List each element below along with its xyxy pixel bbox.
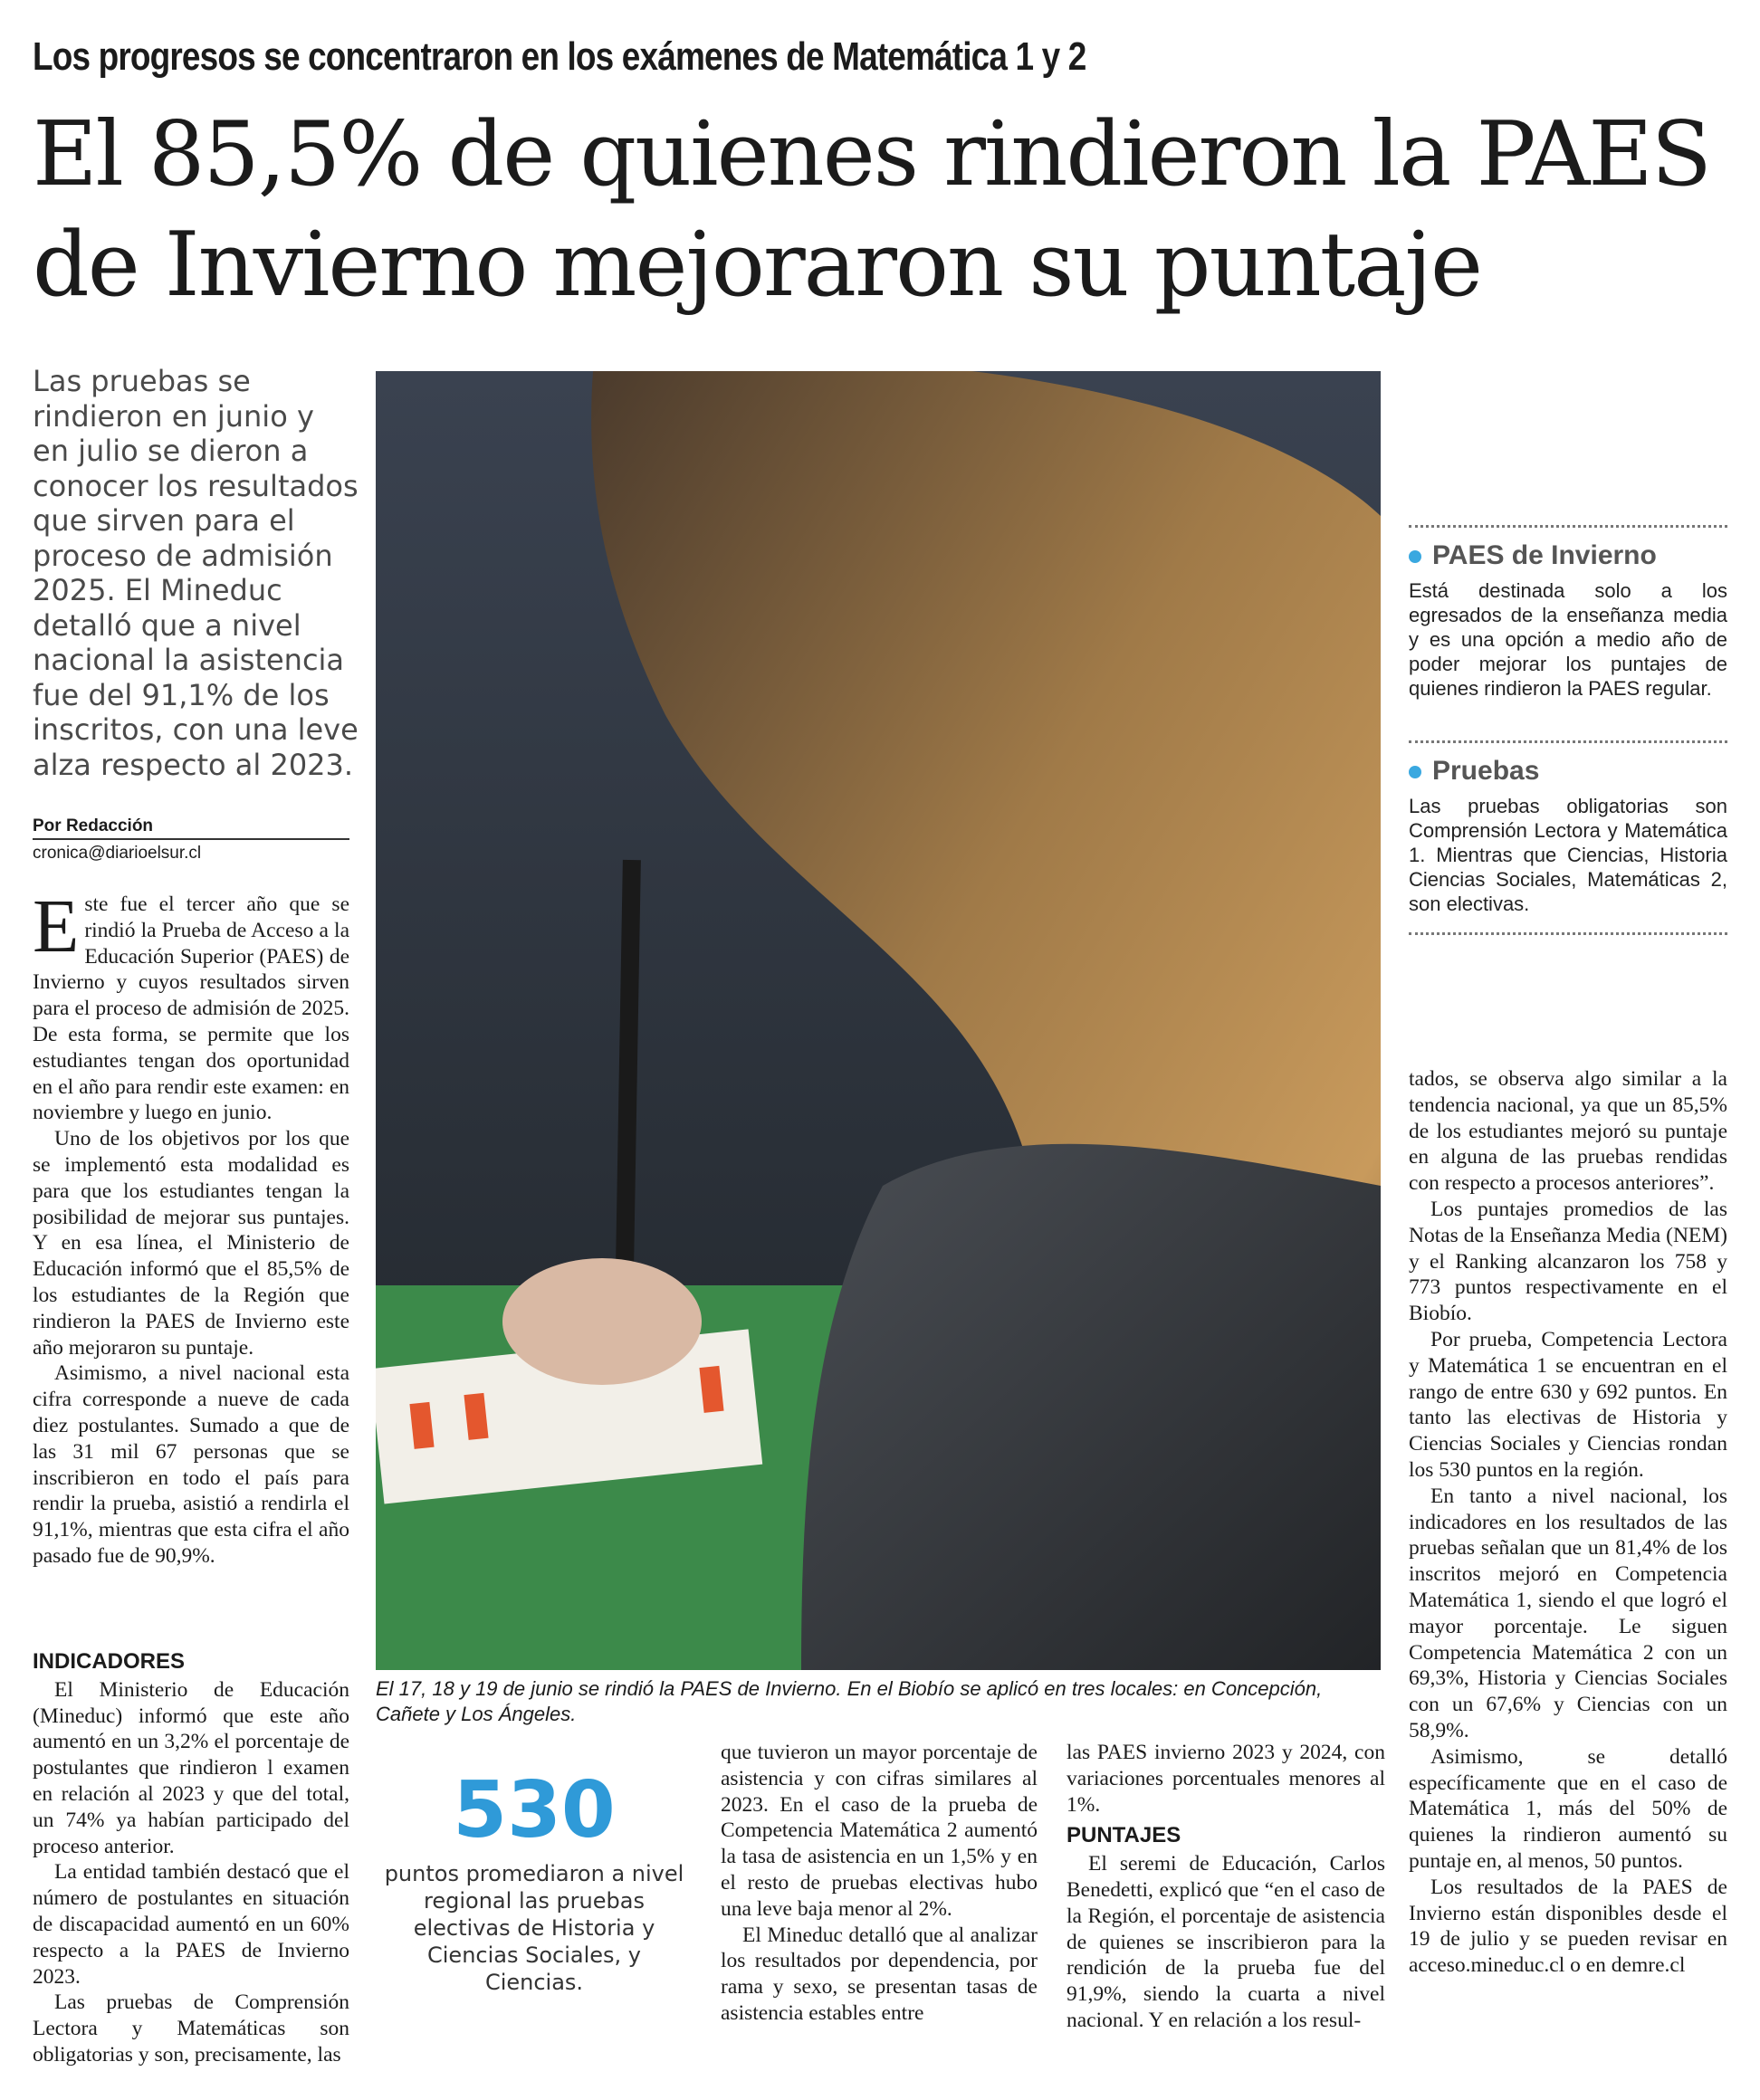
- paragraph-1: [33, 884, 349, 1126]
- byline: [33, 816, 349, 864]
- paragraph-16: Los resultados de la PAES de Invierno están disponibles desde el 19 de julio y se pueden revisar en acceso.mineduc.cl o en demre.cl: [1409, 1875, 1727, 1978]
- sidebar-box-pruebas: [1409, 740, 1727, 935]
- photo-illustration: [376, 371, 1381, 1670]
- article-photo: [376, 371, 1381, 1670]
- paragraph-1-text: ste fue el tercer año que se rindió la Prueba de Acceso a la Educación Superior (PAES) de Invierno y cuyos resultados sirven para el proceso de admisión de 2025. De esta forma, se permite que los estudiantes tengan dos oportunidad en el año para rendir este examen: en noviembre y luego en junio.: [33, 892, 349, 1125]
- drop-cap: E: [33, 884, 80, 969]
- sidebar-title-pruebas-text: Pruebas: [1432, 756, 1540, 786]
- lede: Las pruebas se rindieron en junio y en julio se dieron a conocer los resultados que sirven para el proceso de admisión 2025. El Mineduc detalló que a nivel nacional la asistencia fue del 91,1% de los inscritos, con una leve alza respecto al 2023.: [33, 364, 359, 782]
- paragraph-10: El seremi de Educación, Carlos Benedetti, explicó que “en el caso de la Región, el porcentaje de asistencia de quienes se inscribieron para la rendición de la prueba fue del 91,9%, siendo la cuarta a nivel nacional. Y en relación a los resul-: [1067, 1852, 1385, 2032]
- bullet-icon: [1409, 550, 1421, 563]
- sidebar-text-paes: Está destinada solo a los egresados de la enseñanza media y es una opción a medio año de poder mejorar los puntajes de quienes rindieron la PAES regular.: [1409, 579, 1727, 700]
- paragraph-8: El Mineduc detalló que al analizar los resultados por dependencia, por rama y sexo, se presentan tasas de asistencia estables entre: [721, 1923, 1038, 2025]
- paragraph-15: Asimismo, se detalló específicamente que en el caso de Matemática 1, más del 50% de quienes la rindieron aumentó su puntaje en, al menos, 50 puntos.: [1409, 1744, 1727, 1873]
- paragraph-3: Asimismo, a nivel nacional esta cifra corresponde a nueve de cada diez postulantes. Sumado a que de las 31 mil 67 personas que se inscribieron en todo el país para rendir la prueba, asistió a rendirla el 91,1%, mientras que esta cifra el año pasado fue de 90,9%.: [33, 1361, 349, 1568]
- kicker: Los progresos se concentraron en los exámenes de Matemática 1 y 2: [33, 34, 1086, 79]
- article-column-1: [33, 884, 349, 1570]
- sidebar-box-paes: [1409, 525, 1727, 701]
- paragraph-14: En tanto a nivel nacional, los indicadores en los resultados de las pruebas señalan que un 81,4% de los inscritos mejoró en Competencia Matemática 1, siendo el que logró el mayor porcentaje. Le siguen Competencia Matemática 2 con un 69,3%, Historia y Ciencias Sociales con un 67,6% y Ciencias con un 58,9%.: [1409, 1484, 1727, 1742]
- photo-caption: El 17, 18 y 19 de junio se rindió la PAES de Invierno. En el Biobío se aplicó en tres locales: en Concepción, Cañete y Los Ángeles.: [376, 1677, 1323, 1725]
- paragraph-9: las PAES invierno 2023 y 2024, con variaciones porcentuales menores al 1%.: [1067, 1741, 1385, 1817]
- headline-line-1: El 85,5% de quienes rindieron la PAES: [33, 103, 1710, 206]
- article-column-4: [1067, 1740, 1385, 2034]
- subheading-puntajes: PUNTAJES: [1067, 1823, 1181, 1848]
- sidebar-text-pruebas: Las pruebas obligatorias son Comprensión Lectora y Matemática 1. Mientras que Ciencias, Historia Ciencias Sociales, Matemáticas 2, son electivas.: [1409, 795, 1727, 915]
- paragraph-11: tados, se observa algo similar a la tendencia nacional, ya que un 85,5% de los estudiantes mejoró su puntaje en alguna de las pruebas rendidas con respecto a procesos anteriores”.: [1409, 1067, 1727, 1196]
- sidebar-title-paes: [1409, 540, 1727, 571]
- divider: [1409, 932, 1727, 935]
- sidebar-title-paes-text: PAES de Invierno: [1432, 540, 1657, 570]
- article-column-1b: [33, 1644, 349, 2068]
- paragraph-6: Las pruebas de Comprensión Lectora y Matemáticas son obligatorias y son, precisamente, las: [33, 1990, 349, 2067]
- article-column-5: [1409, 1066, 1727, 1979]
- paragraph-12: Los puntajes promedios de las Notas de la Enseñanza Media (NEM) y el Ranking alcanzaron los 758 y 773 puntos respectivamente en el Biobío.: [1409, 1197, 1727, 1326]
- highlight-text: puntos promediaron a nivel regional las pruebas electivas de Historia y Ciencias Sociales, y Ciencias.: [384, 1861, 684, 1995]
- byline-name: Por Redacción: [33, 816, 349, 840]
- headline: [33, 100, 1735, 320]
- article-column-3: [721, 1740, 1038, 2027]
- headline-line-2: de Invierno mejoraron su puntaje: [33, 214, 1481, 317]
- paragraph-13: Por prueba, Competencia Lectora y Matemática 1 se encuentran en el rango de entre 630 y 692 puntos. En tanto las electivas de Historia y Ciencias Sociales y Ciencias rondan los 530 puntos en la región.: [1409, 1327, 1727, 1482]
- bullet-icon: [1409, 766, 1421, 778]
- paragraph-7: que tuvieron un mayor porcentaje de asistencia y con cifras similares al 2023. En el caso de la prueba de Competencia Matemática 2 aumentó la tasa de asistencia en un 1,5% y en el resto de pruebas electivas hubo una leve baja menor al 2%.: [721, 1741, 1038, 1921]
- byline-email[interactable]: cronica@diarioelsur.cl: [33, 844, 202, 863]
- sidebar-title-pruebas: [1409, 756, 1727, 787]
- paragraph-4: El Ministerio de Educación (Mineduc) informó que este año aumentó en un 3,2% el porcentaje de postulantes que rindieron l examen en relación al 2023 y que del total, un 74% ya habían participado del proceso anterior.: [33, 1677, 349, 1858]
- subheading-indicadores: INDICADORES: [33, 1649, 186, 1674]
- highlight-number: 530: [453, 1765, 616, 1856]
- divider: [1409, 740, 1727, 743]
- paragraph-5: La entidad también destacó que el número de postulantes en situación de discapacidad aumentó en un 60% respecto a la PAES de Invierno 2023.: [33, 1860, 349, 1989]
- divider: [1409, 525, 1727, 528]
- paragraph-2: Uno de los objetivos por los que se implementó esta modalidad es para que los estudiantes tengan la posibilidad de mejorar sus puntajes. Y en esa línea, el Ministerio de Educación informó que el 85,5% de los estudiantes de la Región que rindieron la PAES de Invierno este año mejoraron su puntaje.: [33, 1127, 349, 1360]
